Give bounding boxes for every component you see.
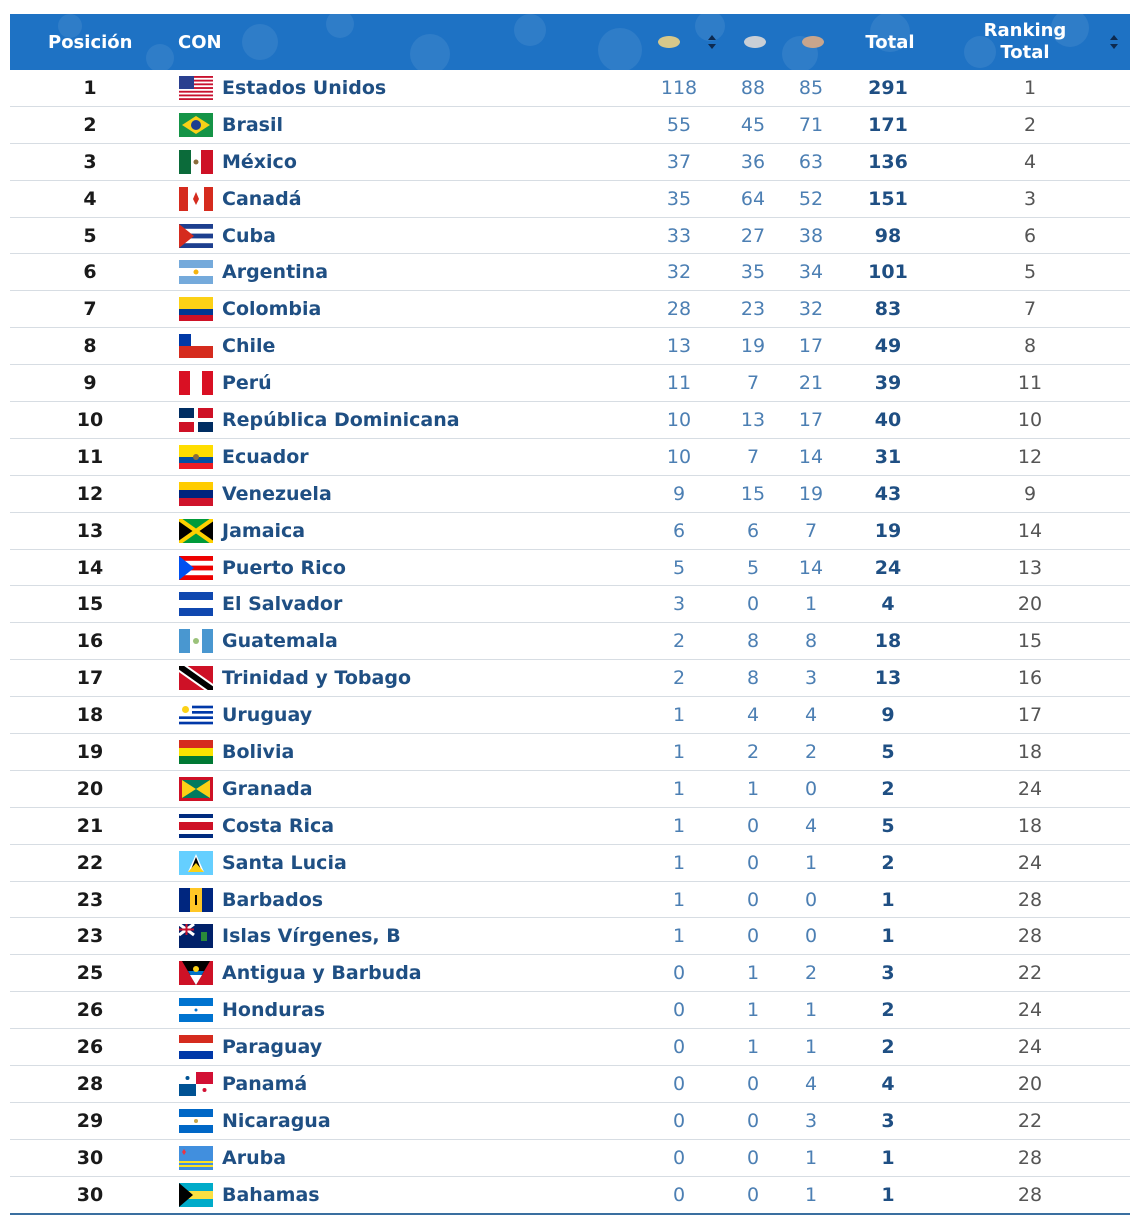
- country-link[interactable]: Jamaica: [222, 519, 306, 542]
- flag-guatemala-icon: [179, 629, 213, 653]
- country-link[interactable]: Barbados: [222, 888, 324, 911]
- flag-canada-icon: [179, 187, 213, 211]
- position-cell: 17: [76, 667, 104, 690]
- position-cell: 9: [83, 372, 97, 395]
- header-country[interactable]: CON: [178, 31, 222, 53]
- country-link[interactable]: México: [222, 150, 297, 173]
- country-link[interactable]: Granada: [222, 777, 313, 800]
- position-cell: 2: [83, 113, 97, 136]
- gold-count: 0: [672, 1146, 686, 1169]
- table-row: [10, 181, 1130, 218]
- total-count: 1: [881, 925, 895, 948]
- total-count: 2: [881, 777, 895, 800]
- flag-saint-lucia-icon: [179, 851, 213, 875]
- bronze-count: 17: [798, 335, 824, 358]
- table-row: [10, 808, 1130, 845]
- position-cell: 23: [76, 888, 104, 911]
- ranking-total: 24: [1017, 851, 1043, 874]
- country-link[interactable]: Ecuador: [222, 445, 309, 468]
- flag-ecuador-icon: [179, 445, 213, 469]
- country-link[interactable]: Bahamas: [222, 1183, 320, 1206]
- total-count: 101: [868, 261, 908, 284]
- table-row: [10, 254, 1130, 291]
- table-row: [10, 1177, 1130, 1215]
- flag-honduras-icon: [179, 998, 213, 1022]
- total-count: 18: [874, 630, 902, 653]
- silver-count: 6: [746, 519, 760, 542]
- position-cell: 8: [83, 335, 97, 358]
- header-ranking-line2: Total: [1000, 42, 1050, 63]
- silver-count: 0: [746, 1072, 760, 1095]
- position-cell: 11: [76, 445, 104, 468]
- position-cell: 14: [76, 556, 104, 579]
- table-row: [10, 992, 1130, 1029]
- bronze-count: 71: [798, 113, 824, 136]
- header-total[interactable]: Total: [865, 31, 915, 53]
- silver-count: 5: [746, 556, 760, 579]
- total-count: 1: [881, 888, 895, 911]
- gold-count: 118: [660, 76, 698, 99]
- silver-count: 15: [740, 482, 766, 505]
- total-count: 151: [868, 187, 908, 210]
- flag-paraguay-icon: [179, 1035, 213, 1059]
- ranking-total: 9: [1023, 482, 1037, 505]
- gold-medal-icon: [658, 36, 680, 48]
- ranking-total: 5: [1023, 261, 1037, 284]
- total-count: 1: [881, 1183, 895, 1206]
- total-count: 24: [874, 556, 902, 579]
- ranking-total: 4: [1023, 150, 1037, 173]
- country-link[interactable]: Islas Vírgenes, B: [222, 925, 401, 948]
- bronze-count: 34: [798, 261, 824, 284]
- silver-count: 19: [740, 335, 766, 358]
- bronze-count: 38: [798, 224, 824, 247]
- gold-count: 10: [666, 408, 692, 431]
- bronze-count: 14: [798, 445, 824, 468]
- silver-count: 0: [746, 1183, 760, 1206]
- ranking-total: 28: [1017, 888, 1043, 911]
- header-position[interactable]: Posición: [48, 31, 133, 53]
- gold-count: 6: [672, 519, 686, 542]
- position-cell: 12: [76, 482, 104, 505]
- country-link[interactable]: Antigua y Barbuda: [222, 962, 422, 985]
- silver-medal-icon: [744, 36, 766, 48]
- silver-count: 7: [746, 372, 760, 395]
- country-link[interactable]: Estados Unidos: [222, 76, 387, 99]
- table-row: [10, 1140, 1130, 1177]
- table-row: [10, 218, 1130, 255]
- gold-count: 1: [672, 740, 686, 763]
- country-link[interactable]: Aruba: [222, 1146, 287, 1169]
- flag-argentina-icon: [179, 260, 213, 284]
- flag-usa-icon: [179, 76, 213, 100]
- country-link[interactable]: Argentina: [222, 261, 329, 284]
- flag-panama-icon: [179, 1072, 213, 1096]
- position-cell: 4: [83, 187, 97, 210]
- table-row: [10, 845, 1130, 882]
- ranking-total: 28: [1017, 1146, 1043, 1169]
- bronze-count: 4: [804, 1072, 818, 1095]
- country-link[interactable]: Cuba: [222, 224, 276, 247]
- position-cell: 28: [76, 1072, 104, 1095]
- gold-count: 10: [666, 445, 692, 468]
- silver-count: 23: [740, 298, 766, 321]
- country-link[interactable]: Uruguay: [222, 704, 313, 727]
- flag-jamaica-icon: [179, 519, 213, 543]
- country-link[interactable]: Guatemala: [222, 630, 338, 653]
- silver-count: 27: [740, 224, 766, 247]
- country-link[interactable]: Brasil: [222, 113, 284, 136]
- bronze-count: 0: [804, 888, 818, 911]
- total-count: 98: [874, 224, 902, 247]
- table-row: [10, 402, 1130, 439]
- total-count: 39: [874, 372, 902, 395]
- ranking-total: 13: [1017, 556, 1043, 579]
- bronze-count: 17: [798, 408, 824, 431]
- flag-bolivia-icon: [179, 740, 213, 764]
- country-link[interactable]: Honduras: [222, 999, 326, 1022]
- total-count: 2: [881, 999, 895, 1022]
- table-row: [10, 1103, 1130, 1140]
- bronze-count: 3: [804, 1109, 818, 1132]
- total-count: 19: [874, 519, 902, 542]
- gold-count: 11: [666, 372, 692, 395]
- country-link[interactable]: El Salvador: [222, 593, 343, 616]
- bronze-count: 1: [804, 1183, 818, 1206]
- country-link[interactable]: Panamá: [222, 1072, 308, 1095]
- silver-count: 8: [746, 630, 760, 653]
- country-link[interactable]: Colombia: [222, 298, 322, 321]
- flag-barbados-icon: [179, 888, 213, 912]
- flag-uruguay-icon: [179, 703, 213, 727]
- table-row: [10, 918, 1130, 955]
- country-link[interactable]: Trinidad y Tobago: [222, 667, 411, 690]
- flag-venezuela-icon: [179, 482, 213, 506]
- ranking-total: 1: [1023, 76, 1037, 99]
- table-row: [10, 476, 1130, 513]
- ranking-total: 24: [1017, 1036, 1043, 1059]
- ranking-total: 15: [1017, 630, 1043, 653]
- position-cell: 19: [76, 740, 104, 763]
- table-row: [10, 144, 1130, 181]
- gold-count: 0: [672, 1072, 686, 1095]
- position-cell: 26: [76, 1036, 104, 1059]
- silver-count: 0: [746, 1109, 760, 1132]
- ranking-total: 11: [1017, 372, 1043, 395]
- flag-colombia-icon: [179, 297, 213, 321]
- gold-count: 55: [666, 113, 692, 136]
- total-count: 291: [868, 76, 908, 99]
- position-cell: 3: [83, 150, 97, 173]
- gold-count: 1: [672, 851, 686, 874]
- gold-count: 3: [672, 593, 686, 616]
- gold-count: 1: [672, 704, 686, 727]
- table-row: [10, 291, 1130, 328]
- bronze-count: 85: [798, 76, 824, 99]
- position-cell: 30: [76, 1183, 104, 1206]
- bronze-count: 1: [804, 999, 818, 1022]
- ranking-total: 20: [1017, 593, 1043, 616]
- country-link[interactable]: Paraguay: [222, 1036, 323, 1059]
- position-cell: 10: [76, 408, 104, 431]
- flag-chile-icon: [179, 334, 213, 358]
- table-row: [10, 365, 1130, 402]
- position-cell: 21: [76, 814, 104, 837]
- ranking-total: 28: [1017, 1183, 1043, 1206]
- ranking-total: 8: [1023, 335, 1037, 358]
- total-count: 171: [868, 113, 908, 136]
- country-link[interactable]: Perú: [222, 372, 272, 395]
- gold-count: 1: [672, 814, 686, 837]
- total-count: 83: [874, 298, 902, 321]
- flag-grenada-icon: [179, 777, 213, 801]
- position-cell: 6: [83, 261, 97, 284]
- gold-count: 0: [672, 999, 686, 1022]
- country-link[interactable]: Bolivia: [222, 740, 295, 763]
- silver-count: 1: [746, 1036, 760, 1059]
- total-count: 1: [881, 1146, 895, 1169]
- total-count: 9: [881, 704, 895, 727]
- total-count: 2: [881, 851, 895, 874]
- silver-count: 0: [746, 1146, 760, 1169]
- gold-count: 2: [672, 667, 686, 690]
- bronze-count: 19: [798, 482, 824, 505]
- country-link[interactable]: República Dominicana: [222, 408, 460, 431]
- ranking-total: 2: [1023, 113, 1037, 136]
- gold-count: 2: [672, 630, 686, 653]
- bronze-count: 4: [804, 704, 818, 727]
- silver-count: 13: [740, 408, 766, 431]
- silver-count: 35: [740, 261, 766, 284]
- gold-count: 1: [672, 777, 686, 800]
- bronze-medal-icon: [802, 36, 824, 48]
- ranking-total: 20: [1017, 1072, 1043, 1095]
- total-count: 3: [881, 1109, 895, 1132]
- flag-dominican-republic-icon: [179, 408, 213, 432]
- country-link[interactable]: Canadá: [222, 187, 302, 210]
- bronze-count: 7: [804, 519, 818, 542]
- country-link[interactable]: Chile: [222, 335, 276, 358]
- position-cell: 18: [76, 704, 104, 727]
- table-row: [10, 955, 1130, 992]
- position-cell: 30: [76, 1146, 104, 1169]
- bronze-count: 3: [804, 667, 818, 690]
- position-cell: 20: [76, 777, 104, 800]
- gold-count: 13: [666, 335, 692, 358]
- ranking-total: 17: [1017, 704, 1043, 727]
- gold-count: 0: [672, 962, 686, 985]
- flag-trinidad-tobago-icon: [179, 666, 213, 690]
- silver-count: 0: [746, 814, 760, 837]
- flag-brazil-icon: [179, 113, 213, 137]
- ranking-total: 3: [1023, 187, 1037, 210]
- position-cell: 7: [83, 298, 97, 321]
- ranking-total: 18: [1017, 814, 1043, 837]
- position-cell: 22: [76, 851, 104, 874]
- gold-count: 1: [672, 925, 686, 948]
- medal-table: [10, 14, 1130, 1215]
- ranking-total: 24: [1017, 999, 1043, 1022]
- gold-count: 32: [666, 261, 692, 284]
- gold-count: 28: [666, 298, 692, 321]
- sort-ranking-icon[interactable]: [1110, 34, 1118, 50]
- header-ranking-line1: Ranking: [983, 20, 1067, 41]
- flag-el-salvador-icon: [179, 592, 213, 616]
- bronze-count: 1: [804, 1036, 818, 1059]
- flag-antigua-barbuda-icon: [179, 961, 213, 985]
- total-count: 40: [874, 408, 902, 431]
- table-row: [10, 550, 1130, 587]
- flag-nicaragua-icon: [179, 1109, 213, 1133]
- ranking-total: 7: [1023, 298, 1037, 321]
- position-cell: 13: [76, 519, 104, 542]
- ranking-total: 28: [1017, 925, 1043, 948]
- ranking-total: 16: [1017, 667, 1043, 690]
- position-cell: 26: [76, 999, 104, 1022]
- gold-count: 9: [672, 482, 686, 505]
- gold-count: 0: [672, 1109, 686, 1132]
- total-count: 43: [874, 482, 902, 505]
- table-row: [10, 771, 1130, 808]
- silver-count: 36: [740, 150, 766, 173]
- gold-count: 35: [666, 187, 692, 210]
- silver-count: 1: [746, 777, 760, 800]
- bronze-count: 52: [798, 187, 824, 210]
- total-count: 2: [881, 1036, 895, 1059]
- silver-count: 45: [740, 113, 766, 136]
- silver-count: 0: [746, 593, 760, 616]
- silver-count: 1: [746, 999, 760, 1022]
- country-link[interactable]: Santa Lucia: [222, 851, 347, 874]
- flag-aruba-icon: [179, 1146, 213, 1170]
- bronze-count: 4: [804, 814, 818, 837]
- sort-gold-icon[interactable]: [708, 34, 716, 50]
- bronze-count: 0: [804, 925, 818, 948]
- gold-count: 0: [672, 1036, 686, 1059]
- flag-peru-icon: [179, 371, 213, 395]
- ranking-total: 22: [1017, 1109, 1043, 1132]
- silver-count: 0: [746, 851, 760, 874]
- ranking-total: 24: [1017, 777, 1043, 800]
- bronze-count: 32: [798, 298, 824, 321]
- total-count: 5: [881, 740, 895, 763]
- gold-count: 33: [666, 224, 692, 247]
- total-count: 5: [881, 814, 895, 837]
- bronze-count: 8: [804, 630, 818, 653]
- ranking-total: 6: [1023, 224, 1037, 247]
- bronze-count: 14: [798, 556, 824, 579]
- silver-count: 64: [740, 187, 766, 210]
- bronze-count: 0: [804, 777, 818, 800]
- gold-count: 37: [666, 150, 692, 173]
- table-row: [10, 660, 1130, 697]
- flag-cuba-icon: [179, 224, 213, 248]
- bronze-count: 2: [804, 962, 818, 985]
- bronze-count: 1: [804, 593, 818, 616]
- total-count: 13: [874, 667, 902, 690]
- table-row: [10, 586, 1130, 623]
- table-row: [10, 1066, 1130, 1103]
- position-cell: 5: [83, 224, 97, 247]
- total-count: 3: [881, 962, 895, 985]
- flag-puerto-rico-icon: [179, 556, 213, 580]
- position-cell: 23: [76, 925, 104, 948]
- gold-count: 5: [672, 556, 686, 579]
- silver-count: 7: [746, 445, 760, 468]
- ranking-total: 14: [1017, 519, 1043, 542]
- country-link[interactable]: Nicaragua: [222, 1109, 331, 1132]
- silver-count: 4: [746, 704, 760, 727]
- table-row: [10, 882, 1130, 919]
- ranking-total: 22: [1017, 962, 1043, 985]
- ranking-total: 18: [1017, 740, 1043, 763]
- bronze-count: 1: [804, 851, 818, 874]
- flag-mexico-icon: [179, 150, 213, 174]
- silver-count: 0: [746, 925, 760, 948]
- ranking-total: 10: [1017, 408, 1043, 431]
- country-link[interactable]: Costa Rica: [222, 814, 335, 837]
- position-cell: 25: [76, 962, 104, 985]
- position-cell: 15: [76, 593, 104, 616]
- table-row: [10, 70, 1130, 107]
- table-header: [10, 14, 1130, 70]
- total-count: 136: [868, 150, 908, 173]
- bronze-count: 1: [804, 1146, 818, 1169]
- bronze-count: 2: [804, 740, 818, 763]
- gold-count: 1: [672, 888, 686, 911]
- table-row: [10, 623, 1130, 660]
- bronze-count: 63: [798, 150, 824, 173]
- silver-count: 88: [740, 76, 766, 99]
- table-row: [10, 734, 1130, 771]
- total-count: 4: [881, 1072, 895, 1095]
- table-row: [10, 328, 1130, 365]
- gold-count: 0: [672, 1183, 686, 1206]
- table-row: [10, 439, 1130, 476]
- table-row: [10, 1029, 1130, 1066]
- flag-british-virgin-islands-icon: [179, 924, 213, 948]
- table-row: [10, 107, 1130, 144]
- silver-count: 8: [746, 667, 760, 690]
- position-cell: 1: [83, 76, 97, 99]
- table-body: [10, 70, 1130, 1215]
- total-count: 49: [874, 335, 902, 358]
- silver-count: 0: [746, 888, 760, 911]
- table-row: [10, 697, 1130, 734]
- country-link[interactable]: Puerto Rico: [222, 556, 346, 579]
- header-ranking-total[interactable]: [965, 14, 1085, 70]
- flag-costa-rica-icon: [179, 814, 213, 838]
- silver-count: 2: [746, 740, 760, 763]
- bronze-count: 21: [798, 372, 824, 395]
- total-count: 4: [881, 593, 895, 616]
- position-cell: 16: [76, 630, 104, 653]
- country-link[interactable]: Venezuela: [222, 482, 332, 505]
- position-cell: 29: [76, 1109, 104, 1132]
- ranking-total: 12: [1017, 445, 1043, 468]
- total-count: 31: [874, 445, 902, 468]
- table-row: [10, 513, 1130, 550]
- silver-count: 1: [746, 962, 760, 985]
- flag-bahamas-icon: [179, 1183, 213, 1207]
